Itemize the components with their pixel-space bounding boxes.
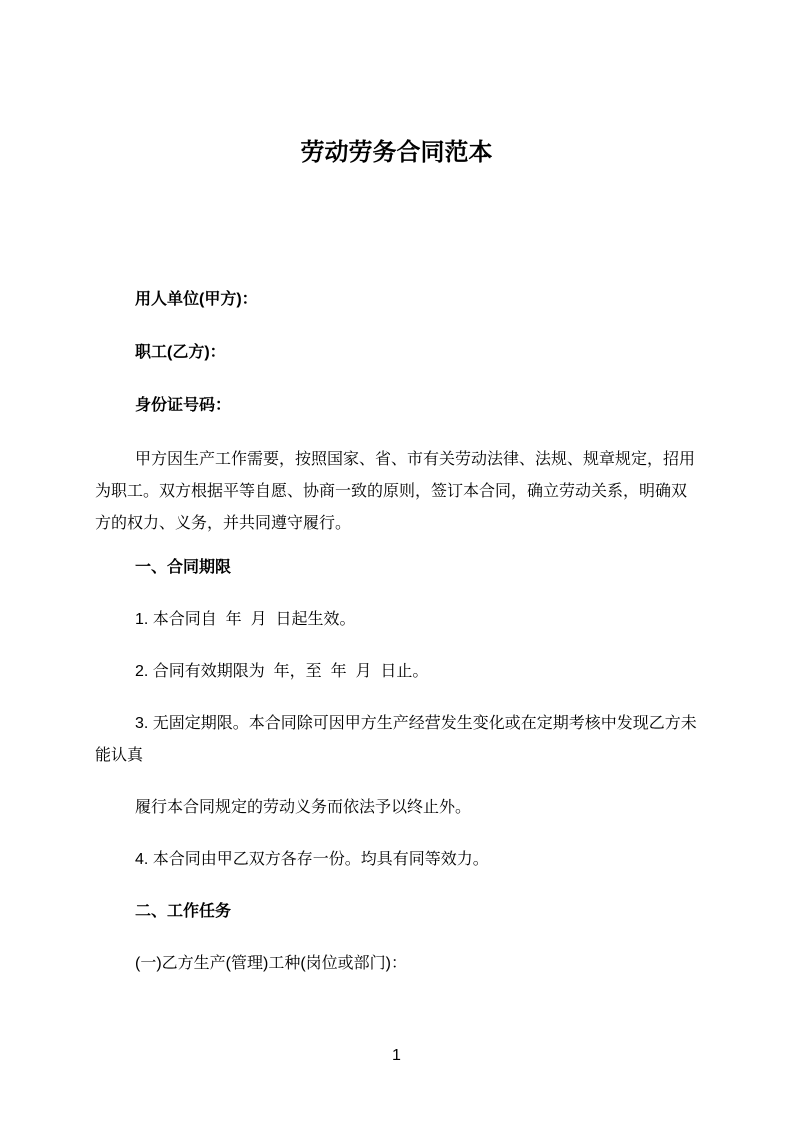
section-2-item-1: (一)乙方生产(管理)工种(岗位或部门)： <box>135 955 407 972</box>
document-title: 劳动劳务合同范本 <box>300 139 493 166</box>
intro-paragraph-line-1: 甲方因生产工作需要，按照国家、省、市有关劳动法律、法规、规章规定，招用 <box>135 451 696 468</box>
party-a-label: 用人单位(甲方)： <box>135 291 258 308</box>
id-number-label: 身份证号码： <box>135 397 232 414</box>
section-1-item-4: 4. 本合同由甲乙双方各存一份。均具有同等效力。 <box>135 851 489 868</box>
section-1-item-2: 2. 合同有效期限为 年，至 年 月 日止。 <box>135 663 429 680</box>
section-1-heading: 一、合同期限 <box>135 559 232 576</box>
section-1-item-3-continuation: 履行本合同规定的劳动义务而依法予以终止外。 <box>135 799 472 816</box>
section-1-item-3-line-1: 3. 无固定期限。本合同除可因甲方生产经营发生变化或在定期考核中发现乙方未 <box>135 715 697 732</box>
intro-paragraph-line-2: 为职工。双方根据平等自愿、协商一致的原则，签订本合同，确立劳动关系，明确双 <box>95 483 688 500</box>
party-b-label: 职工(乙方)： <box>135 344 226 361</box>
section-1-item-3-line-2: 能认真 <box>95 747 144 764</box>
page-number: 1 <box>392 1047 401 1064</box>
intro-paragraph-line-3: 方的权力、义务，并共同遵守履行。 <box>95 515 352 532</box>
section-2-heading: 二、工作任务 <box>135 903 232 920</box>
section-1-item-1: 1. 本合同自 年 月 日起生效。 <box>135 611 356 628</box>
